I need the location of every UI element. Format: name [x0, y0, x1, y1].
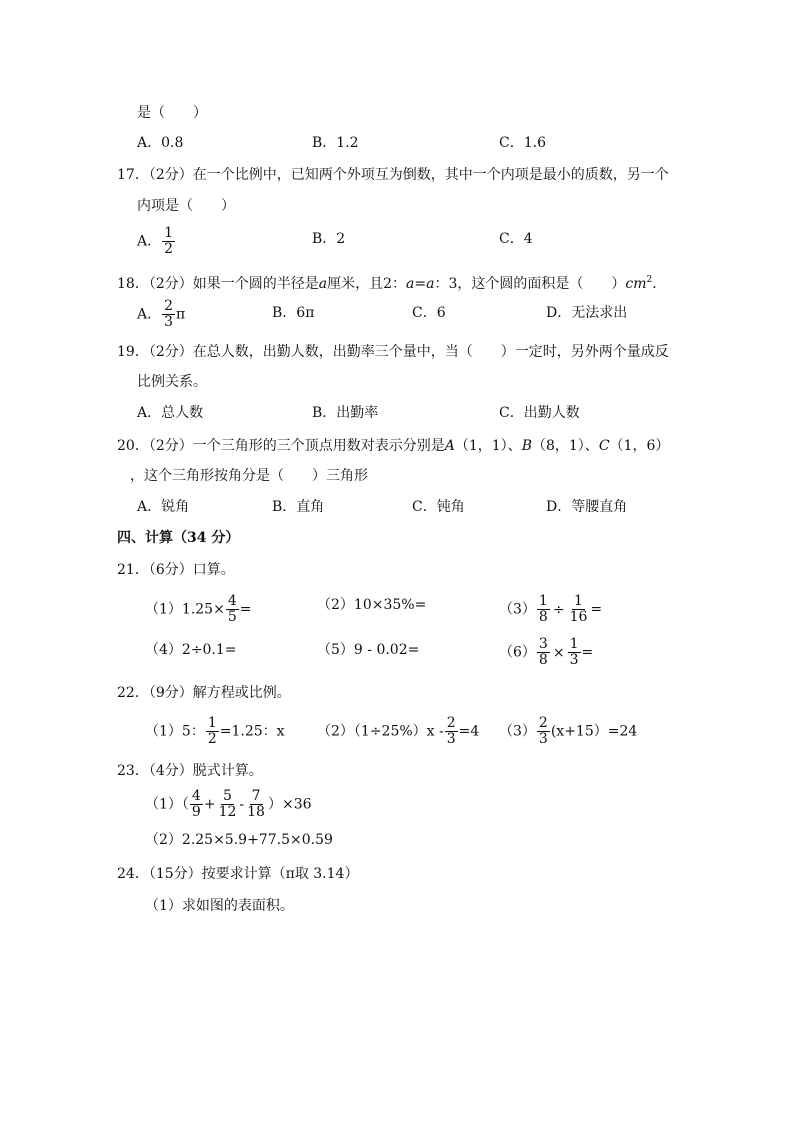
q21-item-4: （4）2÷0.1= — [145, 642, 237, 658]
q20-option-b: B．直角 — [272, 499, 325, 515]
q21-item-1: （1）1.25× $\frac{4}{5}$ = — [145, 593, 252, 625]
q18-option-a: A． $\frac{2}{3}$ π — [137, 298, 186, 330]
q16-option-b: B．1.2 — [312, 135, 359, 151]
q17-option-b: B．2 — [312, 231, 346, 247]
q24-subquestion-1: （1）求如图的表面积。 — [145, 898, 294, 914]
q21-item-2: （2）10×35%= — [317, 597, 427, 613]
q23-expression-2: （2）2.25×5.9+77.5×0.59 — [145, 832, 333, 848]
q21-item-5: （5）9 - 0.02= — [317, 642, 420, 658]
fraction: $\frac{1}{2}$ — [164, 225, 174, 257]
fraction: $\frac{1}{3}$ — [569, 636, 579, 668]
fraction: $\frac{2}{3}$ — [538, 715, 548, 747]
q20-option-a: A．锐角 — [137, 499, 190, 515]
section-heading: 四、计算（34 分） — [117, 530, 240, 546]
fraction: $\frac{2}{3}$ — [164, 298, 174, 330]
fraction: $\frac{7}{18}$ — [247, 788, 265, 820]
q17-option-a: A． $\frac{1}{2}$ — [137, 225, 174, 257]
q18-option-b: B．6π — [272, 305, 315, 321]
q20-option-d: D．等腰直角 — [546, 499, 628, 515]
q18-option-c: C．6 — [412, 305, 446, 321]
q17-option-c: C．4 — [499, 231, 533, 247]
q18-stem: 18．（2分）如果一个圆的半径是a厘米，且2：a=a：3，这个圆的面积是（ ）$cm^2$. — [117, 275, 657, 292]
q20-stem-line2: ，这个三角形按角分是（ ）三角形 — [130, 468, 368, 484]
q22-equation-3: （3） $\frac{2}{3}$ (x+15）=24 — [499, 715, 638, 747]
q19-option-c: C．出勤人数 — [499, 405, 580, 421]
q19-option-b: B．出勤率 — [312, 405, 379, 421]
q21-item-6: （6） $\frac{3}{8}$ × $\frac{1}{3}$ = — [499, 636, 594, 668]
q21-item-3: （3） $\frac{1}{8}$ ÷ $\frac{1}{16}$ = — [499, 593, 603, 625]
q21-title: 21．（6分）口算。 — [117, 562, 235, 578]
q23-expression-1: （1）（ $\frac{4}{9}$ + $\frac{5}{12}$ - $\frac{7}{18}$ ）×36 — [145, 788, 312, 820]
fraction: $\frac{1}{8}$ — [538, 593, 548, 625]
q22-title: 22．（9分）解方程或比例。 — [117, 685, 291, 701]
q23-title: 23．（4分）脱式计算。 — [117, 763, 263, 779]
q20-option-c: C．钝角 — [412, 499, 465, 515]
fraction: $\frac{4}{5}$ — [227, 593, 237, 625]
fraction: $\frac{3}{8}$ — [538, 636, 548, 668]
fraction: $\frac{2}{3}$ — [446, 715, 456, 747]
q17-stem-line1: 17．（2分）在一个比例中，已知两个外项互为倒数，其中一个内项是最小的质数，另一个 — [117, 167, 669, 183]
q22-equation-1: （1）5： $\frac{1}{2}$ =1.25：x — [145, 715, 285, 747]
q19-stem-line1: 19．（2分）在总人数，出勤人数，出勤率三个量中，当（ ）一定时，另外两个量成反 — [117, 344, 669, 360]
q24-title: 24．（15分）按要求计算（π取 3.14） — [117, 866, 359, 882]
fraction: $\frac{1}{2}$ — [207, 715, 217, 747]
q16-option-c: C．1.6 — [499, 135, 546, 151]
q22-equation-2: （2）（1÷25%）x - $\frac{2}{3}$ =4 — [317, 715, 480, 747]
q19-stem-line2: 比例关系。 — [137, 374, 207, 390]
q16-stem-tail: 是（ ） — [137, 105, 207, 121]
q16-option-a: A．0.8 — [137, 135, 184, 151]
q20-stem-line1: 20．（2分）一个三角形的三个顶点用数对表示分别是A（1，1）、B（8，1）、C（1，6） — [117, 438, 670, 454]
fraction: $\frac{5}{12}$ — [218, 788, 237, 820]
q18-option-d: D．无法求出 — [546, 305, 628, 321]
fraction: $\frac{1}{16}$ — [569, 593, 588, 625]
fraction: $\frac{4}{9}$ — [191, 788, 201, 820]
q19-option-a: A．总人数 — [137, 405, 204, 421]
q17-stem-line2: 内项是（ ） — [137, 198, 235, 214]
